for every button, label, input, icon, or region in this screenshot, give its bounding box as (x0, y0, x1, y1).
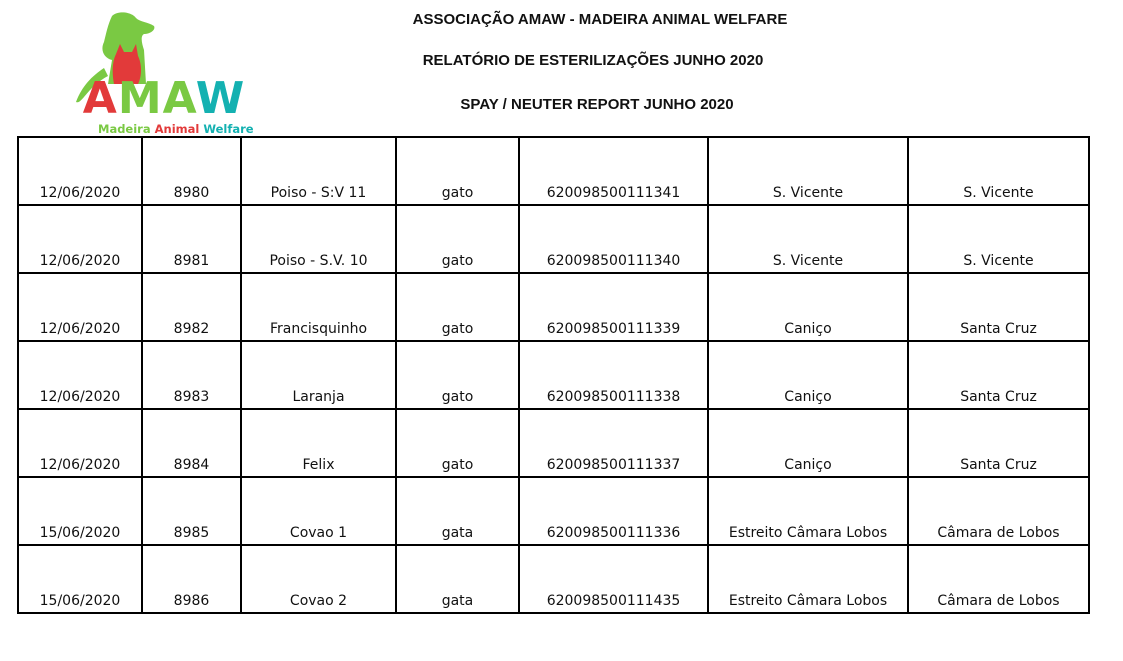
species-cell: gato (396, 409, 519, 477)
date-cell: 12/06/2020 (18, 205, 142, 273)
logo-subtitle: Madeira Animal Welfare (98, 122, 254, 136)
number-cell: 8980 (142, 137, 241, 205)
date-cell: 12/06/2020 (18, 409, 142, 477)
logo-wordmark: AMAW (82, 73, 246, 124)
table-row (18, 477, 1089, 545)
number-cell: 8985 (142, 477, 241, 545)
table-row (18, 205, 1089, 273)
microchip-cell: 620098500111338 (519, 341, 708, 409)
name-cell: Felix (241, 409, 396, 477)
municipality-cell: S. Vicente (908, 137, 1089, 205)
microchip-cell: 620098500111341 (519, 137, 708, 205)
sterilization-report-table (17, 136, 1090, 614)
table-row (18, 409, 1089, 477)
number-cell: 8981 (142, 205, 241, 273)
date-cell: 15/06/2020 (18, 545, 142, 613)
number-cell: 8983 (142, 341, 241, 409)
location-cell: Caniço (708, 341, 908, 409)
municipality-cell: Santa Cruz (908, 409, 1089, 477)
table-row (18, 137, 1089, 205)
location-cell: Estreito Câmara Lobos (708, 477, 908, 545)
number-cell: 8984 (142, 409, 241, 477)
species-cell: gato (396, 341, 519, 409)
report-title-pt: RELATÓRIO DE ESTERILIZAÇÕES JUNHO 2020 (422, 52, 764, 69)
table-row (18, 341, 1089, 409)
amaw-logo (74, 10, 254, 136)
location-cell: S. Vicente (708, 137, 908, 205)
name-cell: Poiso - S:V 11 (241, 137, 396, 205)
municipality-cell: S. Vicente (908, 205, 1089, 273)
microchip-cell: 620098500111337 (519, 409, 708, 477)
municipality-cell: Santa Cruz (908, 341, 1089, 409)
number-cell: 8982 (142, 273, 241, 341)
microchip-cell: 620098500111336 (519, 477, 708, 545)
species-cell: gato (396, 273, 519, 341)
date-cell: 12/06/2020 (18, 137, 142, 205)
name-cell: Laranja (241, 341, 396, 409)
date-cell: 12/06/2020 (18, 273, 142, 341)
location-cell: Caniço (708, 409, 908, 477)
location-cell: Estreito Câmara Lobos (708, 545, 908, 613)
date-cell: 12/06/2020 (18, 341, 142, 409)
number-cell: 8986 (142, 545, 241, 613)
document-title: ASSOCIAÇÃO AMAW - MADEIRA ANIMAL WELFARE (412, 11, 788, 28)
species-cell: gato (396, 137, 519, 205)
name-cell: Covao 2 (241, 545, 396, 613)
name-cell: Francisquinho (241, 273, 396, 341)
species-cell: gato (396, 205, 519, 273)
microchip-cell: 620098500111340 (519, 205, 708, 273)
location-cell: S. Vicente (708, 205, 908, 273)
municipality-cell: Câmara de Lobos (908, 545, 1089, 613)
species-cell: gata (396, 545, 519, 613)
table-row (18, 273, 1089, 341)
municipality-cell: Câmara de Lobos (908, 477, 1089, 545)
location-cell: Caniço (708, 273, 908, 341)
table-row (18, 545, 1089, 613)
name-cell: Poiso - S.V. 10 (241, 205, 396, 273)
microchip-cell: 620098500111435 (519, 545, 708, 613)
municipality-cell: Santa Cruz (908, 273, 1089, 341)
microchip-cell: 620098500111339 (519, 273, 708, 341)
report-title-en: SPAY / NEUTER REPORT JUNHO 2020 (460, 96, 734, 113)
date-cell: 15/06/2020 (18, 477, 142, 545)
species-cell: gata (396, 477, 519, 545)
name-cell: Covao 1 (241, 477, 396, 545)
